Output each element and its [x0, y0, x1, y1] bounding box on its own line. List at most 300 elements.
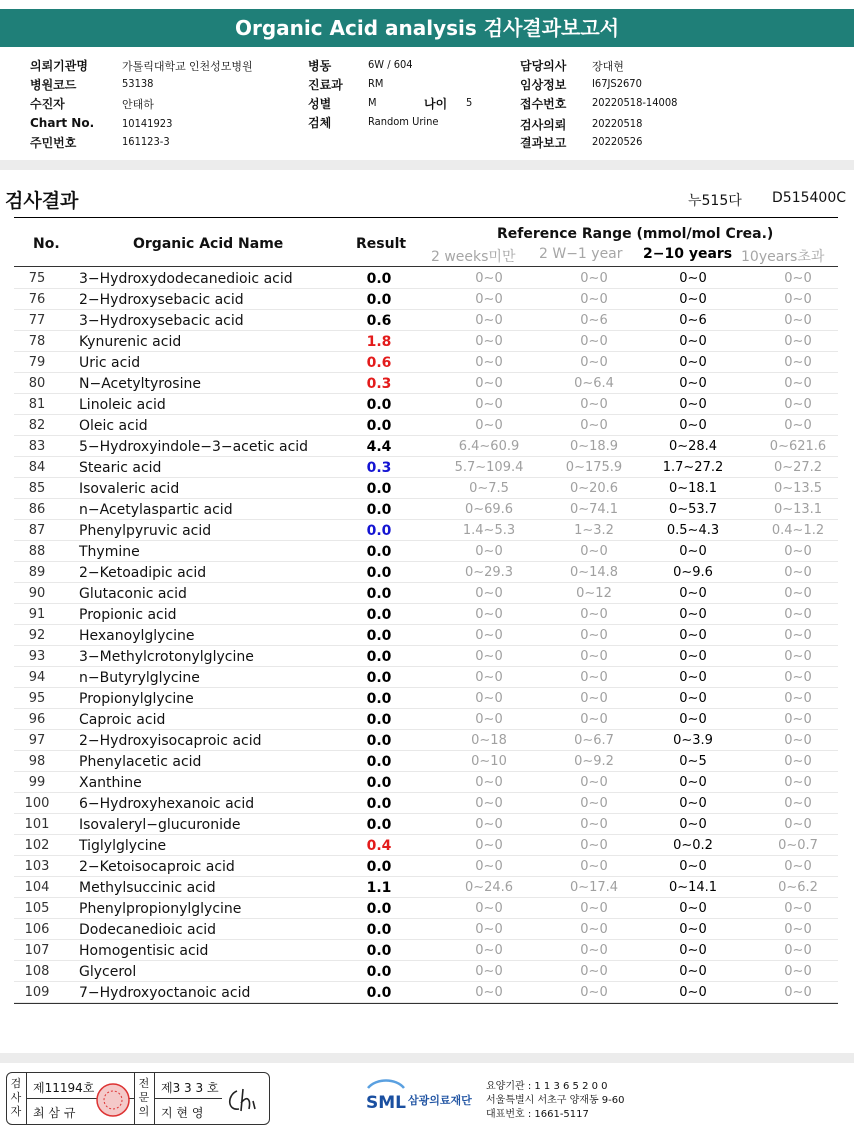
range-2w-1y: 0∼0 [580, 418, 608, 433]
range-2-10y: 0∼0 [679, 817, 707, 832]
result-value: 0.6 [366, 313, 392, 329]
label-ward: 병동 [308, 59, 332, 73]
range-10y: 0∼0 [784, 397, 812, 412]
label-sex: 성별 [308, 97, 332, 111]
row-number: 97 [28, 733, 46, 748]
lab-code: 요양기관 : 1 1 3 6 5 2 0 0 [486, 1081, 608, 1092]
range-2weeks: 0∼0 [475, 985, 503, 1000]
result-value: 0.0 [366, 502, 392, 518]
range-2weeks: 0∼0 [475, 271, 503, 286]
range-10y: 0∼0 [784, 544, 812, 559]
range-2weeks: 0∼0 [475, 544, 503, 559]
acid-name: Xanthine [79, 775, 142, 791]
acid-name: 5−Hydroxyindole−3−acetic acid [79, 439, 309, 455]
range-2-10y: 0∼0 [679, 922, 707, 937]
range-2w-1y: 0∼0 [580, 796, 608, 811]
label-hospital-code: 병원코드 [30, 78, 77, 92]
result-value: 0.0 [366, 796, 392, 812]
table-row [14, 562, 838, 583]
row-number: 109 [24, 985, 50, 1000]
range-10y: 0∼0 [784, 628, 812, 643]
table-row [14, 814, 838, 835]
range-2weeks: 0∼0 [475, 859, 503, 874]
range-2-10y: 0∼6 [679, 313, 707, 328]
acid-name: 2−Hydroxyisocaproic acid [79, 733, 262, 749]
signature-icon [225, 1085, 265, 1115]
table-row [14, 919, 838, 940]
row-number: 101 [24, 817, 50, 832]
acid-name: Dodecanedioic acid [79, 922, 217, 938]
table-row [14, 541, 838, 562]
acid-name: Oleic acid [79, 418, 148, 434]
value-reported: 20220526 [592, 135, 643, 148]
row-number: 86 [28, 502, 46, 517]
table-row [14, 394, 838, 415]
range-2-10y: 0∼5 [679, 754, 707, 769]
acid-name: Propionylglycine [79, 691, 194, 707]
range-2weeks: 0∼0 [475, 775, 503, 790]
result-value: 0.0 [366, 271, 392, 287]
subheader-2-10y: 2−10 years [643, 246, 733, 262]
range-2weeks: 0∼69.6 [464, 502, 514, 517]
acid-name: 7−Hydroxyoctanoic acid [79, 985, 251, 1001]
acid-name: Thymine [79, 544, 140, 560]
table-row [14, 310, 838, 331]
row-number: 92 [28, 628, 46, 643]
row-number: 103 [24, 859, 50, 874]
result-value: 0.0 [366, 817, 392, 833]
range-10y: 0∼0 [784, 733, 812, 748]
result-value: 1.1 [366, 880, 392, 896]
range-2-10y: 0∼0 [679, 901, 707, 916]
result-value: 0.0 [366, 523, 392, 539]
range-2weeks: 0∼0 [475, 313, 503, 328]
table-row [14, 961, 838, 982]
result-value: 0.0 [366, 859, 392, 875]
range-10y: 0∼0 [784, 712, 812, 727]
range-10y: 0∼0 [784, 355, 812, 370]
table-row [14, 709, 838, 730]
acid-name: Homogentisic acid [79, 943, 209, 959]
row-number: 102 [24, 838, 50, 853]
range-2-10y: 0∼0 [679, 376, 707, 391]
acid-name: Methylsuccinic acid [79, 880, 216, 896]
label-chart-no: Chart No. [30, 116, 95, 130]
range-2weeks: 0∼0 [475, 334, 503, 349]
acid-name: Glutaconic acid [79, 586, 187, 602]
table-row [14, 856, 838, 877]
lab-street: 서울특별시 서초구 양재동 9-60 [486, 1095, 625, 1106]
result-value: 0.0 [366, 397, 392, 413]
row-number: 85 [28, 481, 46, 496]
table-top-rule [14, 217, 838, 218]
range-10y: 0∼0 [784, 292, 812, 307]
row-number: 87 [28, 523, 46, 538]
range-2w-1y: 0∼0 [580, 649, 608, 664]
range-2weeks: 0∼0 [475, 817, 503, 832]
sig1-name: 최 삼 규 [33, 1106, 76, 1120]
range-2-10y: 0∼0 [679, 586, 707, 601]
range-10y: 0∼0 [784, 418, 812, 433]
row-number: 83 [28, 439, 46, 454]
table-row [14, 289, 838, 310]
range-2w-1y: 0∼6.4 [574, 376, 614, 391]
row-number: 107 [24, 943, 50, 958]
table-row [14, 373, 838, 394]
range-2w-1y: 1∼3.2 [574, 523, 614, 538]
range-10y: 0∼6.2 [778, 880, 818, 895]
range-10y: 0∼0 [784, 586, 812, 601]
table-row [14, 478, 838, 499]
range-2-10y: 0∼28.4 [668, 439, 718, 454]
acid-name: 3−Methylcrotonylglycine [79, 649, 254, 665]
result-value: 0.0 [366, 607, 392, 623]
value-resident-no: 161123-3 [122, 135, 170, 148]
value-ward: 6W / 604 [368, 58, 413, 71]
range-2-10y: 0∼0.2 [673, 838, 713, 853]
range-10y: 0∼13.1 [773, 502, 823, 517]
range-2weeks: 0∼7.5 [469, 481, 509, 496]
row-number: 108 [24, 964, 50, 979]
table-row [14, 667, 838, 688]
result-value: 0.0 [366, 775, 392, 791]
result-value: 0.0 [366, 292, 392, 308]
svg-text:SML: SML [366, 1093, 406, 1112]
acid-name: Caproic acid [79, 712, 166, 728]
range-10y: 0∼27.2 [773, 460, 823, 475]
result-value: 0.0 [366, 733, 392, 749]
subheader-10y: 10years초과 [741, 249, 825, 265]
range-2-10y: 0∼0 [679, 544, 707, 559]
range-2w-1y: 0∼0 [580, 985, 608, 1000]
range-2weeks: 0∼0 [475, 397, 503, 412]
acid-name: Glycerol [79, 964, 137, 980]
range-2-10y: 0∼18.1 [668, 481, 718, 496]
range-10y: 0∼0 [784, 754, 812, 769]
result-value: 0.0 [366, 964, 392, 980]
range-2weeks: 6.4∼60.9 [458, 439, 520, 454]
label-requested: 검사의뢰 [520, 118, 567, 132]
range-2w-1y: 0∼12 [576, 586, 612, 601]
range-2w-1y: 0∼6.7 [574, 733, 614, 748]
result-value: 0.3 [366, 376, 392, 392]
table-row [14, 982, 838, 1003]
result-value: 0.0 [366, 670, 392, 686]
range-2w-1y: 0∼18.9 [569, 439, 619, 454]
header-name: Organic Acid Name [133, 236, 284, 252]
table-row [14, 898, 838, 919]
result-value: 0.0 [366, 901, 392, 917]
range-2w-1y: 0∼0 [580, 817, 608, 832]
range-2-10y: 0∼3.9 [673, 733, 713, 748]
row-number: 78 [28, 334, 46, 349]
table-row [14, 793, 838, 814]
range-2-10y: 0∼0 [679, 649, 707, 664]
range-2weeks: 1.4∼5.3 [462, 523, 516, 538]
range-2w-1y: 0∼0 [580, 922, 608, 937]
range-2w-1y: 0∼0 [580, 334, 608, 349]
table-row [14, 415, 838, 436]
label-age: 나이 [424, 97, 448, 111]
range-2weeks: 0∼29.3 [464, 565, 514, 580]
result-value: 0.0 [366, 922, 392, 938]
range-2w-1y: 0∼6 [580, 313, 608, 328]
result-value: 0.0 [366, 943, 392, 959]
range-2w-1y: 0∼175.9 [565, 460, 623, 475]
range-2weeks: 0∼18 [471, 733, 507, 748]
range-2-10y: 0∼9.6 [673, 565, 713, 580]
range-2w-1y: 0∼0 [580, 544, 608, 559]
acid-name: n−Acetylaspartic acid [79, 502, 233, 518]
range-10y: 0∼13.5 [773, 481, 823, 496]
result-value: 0.0 [366, 481, 392, 497]
range-2-10y: 0∼0 [679, 607, 707, 622]
range-2w-1y: 0∼20.6 [569, 481, 619, 496]
result-value: 0.0 [366, 649, 392, 665]
range-10y: 0∼0 [784, 691, 812, 706]
table-row [14, 772, 838, 793]
range-2w-1y: 0∼0 [580, 775, 608, 790]
table-row [14, 877, 838, 898]
value-patient: 안태하 [122, 98, 154, 111]
range-2w-1y: 0∼0 [580, 607, 608, 622]
range-2weeks: 0∼0 [475, 628, 503, 643]
range-2w-1y: 0∼17.4 [569, 880, 619, 895]
result-value: 0.0 [366, 565, 392, 581]
row-number: 95 [28, 691, 46, 706]
table-row [14, 436, 838, 457]
result-value: 1.8 [366, 334, 392, 350]
row-number: 94 [28, 670, 46, 685]
row-number: 79 [28, 355, 46, 370]
range-2weeks: 0∼0 [475, 838, 503, 853]
result-value: 0.4 [366, 838, 392, 854]
range-2w-1y: 0∼0 [580, 292, 608, 307]
sig2-label: 전문의 [138, 1077, 150, 1118]
sig2-name: 지 현 영 [161, 1106, 204, 1120]
sml-corp-name: 삼광의료재단 [408, 1094, 472, 1107]
row-number: 90 [28, 586, 46, 601]
range-2weeks: 0∼0 [475, 586, 503, 601]
range-10y: 0∼0 [784, 859, 812, 874]
table-row [14, 352, 838, 373]
table-row [14, 625, 838, 646]
acid-name: Stearic acid [79, 460, 162, 476]
row-number: 100 [24, 796, 50, 811]
range-10y: 0∼0 [784, 670, 812, 685]
row-number: 77 [28, 313, 46, 328]
row-number: 80 [28, 376, 46, 391]
range-2weeks: 0∼0 [475, 712, 503, 727]
value-dept: RM [368, 77, 384, 90]
range-10y: 0∼0 [784, 943, 812, 958]
patient-info [0, 56, 854, 156]
range-2weeks: 0∼0 [475, 922, 503, 937]
range-2w-1y: 0∼0 [580, 628, 608, 643]
row-number: 76 [28, 292, 46, 307]
range-2w-1y: 0∼0 [580, 691, 608, 706]
range-2-10y: 0∼0 [679, 628, 707, 643]
result-value: 0.0 [366, 691, 392, 707]
section-code-1: 누515다 [688, 193, 742, 209]
value-clinical: I67JS2670 [592, 77, 642, 90]
label-specimen: 검체 [308, 116, 332, 130]
row-number: 88 [28, 544, 46, 559]
value-requested: 20220518 [592, 117, 643, 130]
acid-name: N−Acetyltyrosine [79, 376, 201, 392]
acid-name: 3−Hydroxysebacic acid [79, 313, 244, 329]
acid-name: Propionic acid [79, 607, 177, 623]
acid-name: Tiglylglycine [79, 838, 167, 854]
range-2weeks: 5.7∼109.4 [454, 460, 524, 475]
range-2weeks: 0∼0 [475, 691, 503, 706]
result-value: 0.0 [366, 754, 392, 770]
row-number: 105 [24, 901, 50, 916]
label-doctor: 담당의사 [520, 59, 567, 73]
table-row [14, 646, 838, 667]
table-row [14, 835, 838, 856]
range-2-10y: 0∼0 [679, 271, 707, 286]
header-reference-range: Reference Range (mmol/mol Crea.) [497, 226, 774, 242]
sml-logo-icon [364, 1078, 408, 1112]
range-2w-1y: 0∼9.2 [574, 754, 614, 769]
row-number: 82 [28, 418, 46, 433]
acid-name: 2−Hydroxysebacic acid [79, 292, 244, 308]
range-2weeks: 0∼0 [475, 418, 503, 433]
divider-band [0, 160, 854, 170]
range-2-10y: 0∼0 [679, 964, 707, 979]
lab-address [486, 1080, 625, 1122]
range-2-10y: 0∼0 [679, 691, 707, 706]
report-title: Organic Acid analysis 검사결과보고서 [0, 9, 854, 47]
row-number: 98 [28, 754, 46, 769]
section-code-2: D515400C [772, 190, 846, 206]
row-number: 81 [28, 397, 46, 412]
range-2w-1y: 0∼0 [580, 964, 608, 979]
row-number: 99 [28, 775, 46, 790]
range-2-10y: 0∼0 [679, 397, 707, 412]
acid-name: Linoleic acid [79, 397, 166, 413]
acid-name: n−Butyrylglycine [79, 670, 200, 686]
range-2weeks: 0∼0 [475, 292, 503, 307]
acid-name: Phenylpropionylglycine [79, 901, 242, 917]
acid-name: Phenylacetic acid [79, 754, 202, 770]
acid-name: Isovaleric acid [79, 481, 180, 497]
label-clinical: 임상정보 [520, 78, 567, 92]
range-2weeks: 0∼0 [475, 355, 503, 370]
range-2weeks: 0∼24.6 [464, 880, 514, 895]
range-2-10y: 0∼0 [679, 985, 707, 1000]
range-2w-1y: 0∼14.8 [569, 565, 619, 580]
acid-name: Uric acid [79, 355, 141, 371]
range-2weeks: 0∼0 [475, 796, 503, 811]
signature-box [6, 1072, 270, 1125]
range-10y: 0∼0 [784, 565, 812, 580]
table-bottom-rule [14, 1003, 838, 1004]
value-institution: 가톨릭대학교 인천성모병원 [122, 60, 253, 73]
range-2-10y: 0∼0 [679, 292, 707, 307]
range-10y: 0.4∼1.2 [771, 523, 825, 538]
table-row [14, 730, 838, 751]
range-2w-1y: 0∼0 [580, 859, 608, 874]
row-number: 75 [28, 271, 46, 286]
result-value: 0.0 [366, 418, 392, 434]
range-10y: 0∼0 [784, 607, 812, 622]
range-2-10y: 0∼0 [679, 670, 707, 685]
range-10y: 0∼621.6 [769, 439, 827, 454]
range-10y: 0∼0 [784, 796, 812, 811]
range-2-10y: 0∼0 [679, 943, 707, 958]
table-row [14, 331, 838, 352]
range-10y: 0∼0.7 [778, 838, 818, 853]
result-value: 0.6 [366, 355, 392, 371]
result-value: 0.0 [366, 628, 392, 644]
row-number: 96 [28, 712, 46, 727]
result-value: 4.4 [366, 439, 392, 455]
range-10y: 0∼0 [784, 985, 812, 1000]
range-2w-1y: 0∼0 [580, 901, 608, 916]
acid-name: Hexanoylglycine [79, 628, 195, 644]
range-10y: 0∼0 [784, 649, 812, 664]
range-2-10y: 0∼0 [679, 775, 707, 790]
result-value: 0.0 [366, 544, 392, 560]
label-dept: 진료과 [308, 78, 343, 92]
value-specimen: Random Urine [368, 115, 439, 128]
range-2-10y: 0∼0 [679, 712, 707, 727]
table-row [14, 268, 838, 289]
range-2weeks: 0∼0 [475, 376, 503, 391]
lab-phone: 대표번호 : 1661-5117 [486, 1109, 589, 1120]
range-2weeks: 0∼0 [475, 943, 503, 958]
table-row [14, 499, 838, 520]
label-resident-no: 주민번호 [30, 136, 77, 150]
range-2-10y: 0∼0 [679, 859, 707, 874]
range-2w-1y: 0∼74.1 [569, 502, 619, 517]
table-row [14, 520, 838, 541]
header-no: No. [33, 236, 60, 252]
range-10y: 0∼0 [784, 313, 812, 328]
table-row [14, 940, 838, 961]
sig1-label: 검사자 [10, 1077, 22, 1118]
range-2weeks: 0∼10 [471, 754, 507, 769]
seal-stamp-icon [95, 1082, 131, 1118]
range-10y: 0∼0 [784, 271, 812, 286]
range-2weeks: 0∼0 [475, 901, 503, 916]
range-2weeks: 0∼0 [475, 649, 503, 664]
table-header-rule [14, 266, 838, 267]
range-2w-1y: 0∼0 [580, 355, 608, 370]
range-2-10y: 1.7∼27.2 [662, 460, 724, 475]
range-2weeks: 0∼0 [475, 670, 503, 685]
range-2weeks: 0∼0 [475, 607, 503, 622]
result-value: 0.0 [366, 712, 392, 728]
header-result: Result [356, 236, 407, 252]
footer-band [0, 1053, 854, 1063]
value-chart-no: 10141923 [122, 117, 173, 130]
range-10y: 0∼0 [784, 964, 812, 979]
label-reported: 결과보고 [520, 136, 567, 150]
range-10y: 0∼0 [784, 334, 812, 349]
row-number: 91 [28, 607, 46, 622]
table-row [14, 604, 838, 625]
value-age: 5 [466, 96, 473, 109]
label-receipt: 접수번호 [520, 97, 567, 111]
value-doctor: 장대현 [592, 60, 624, 73]
table-row [14, 583, 838, 604]
acid-name: Isovaleryl−glucuronide [79, 817, 241, 833]
range-2w-1y: 0∼0 [580, 397, 608, 412]
subheader-2weeks: 2 weeks미만 [431, 249, 516, 265]
